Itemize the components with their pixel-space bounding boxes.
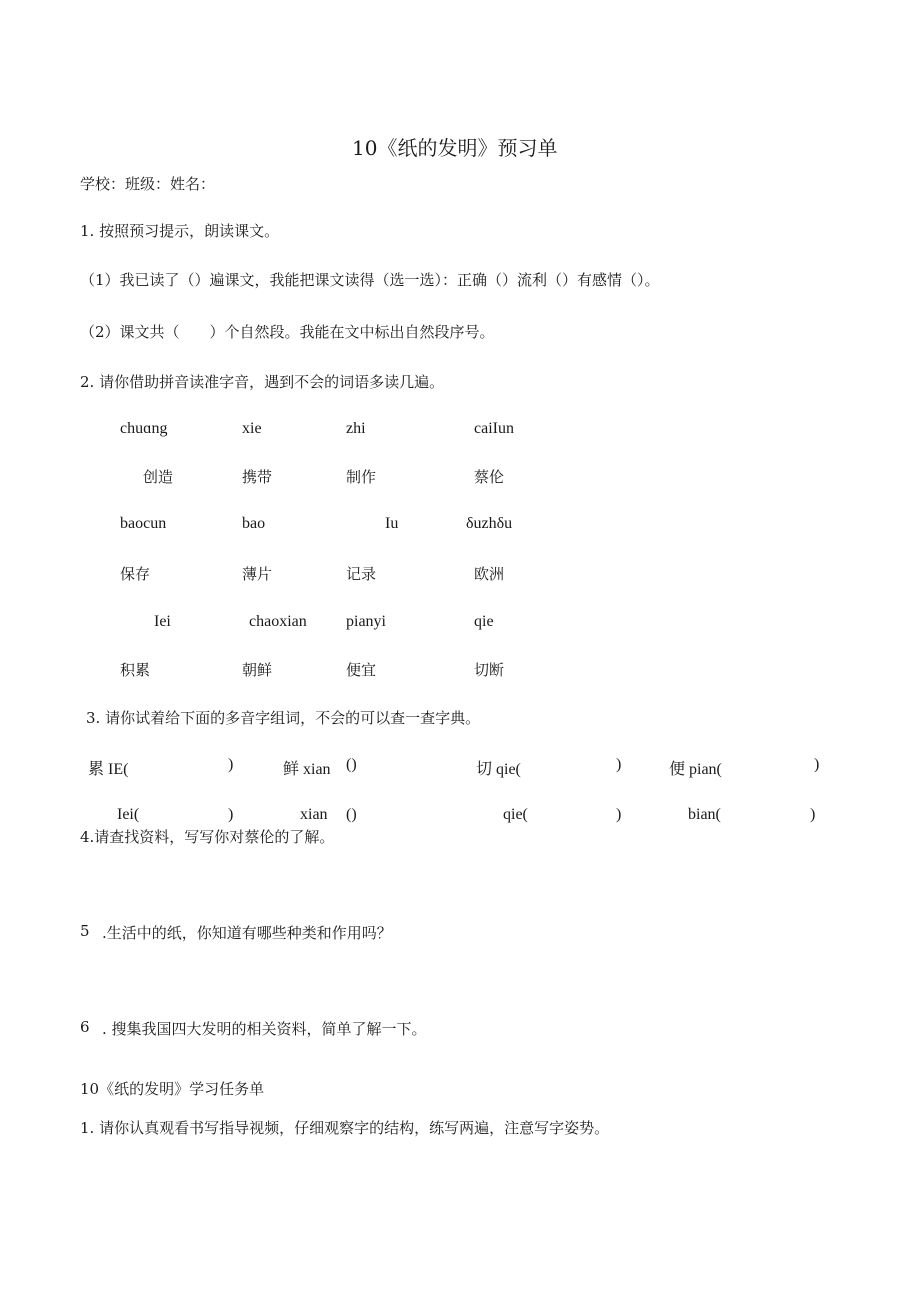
q3-heading: 3. 请你试着给下面的多音字组词，不会的可以查一查字典。 bbox=[86, 709, 481, 727]
vocab-word: 蔡伦 bbox=[474, 468, 505, 486]
school-class-name-line: 学校：班级：姓名： bbox=[80, 175, 216, 193]
pinyin-label: zhi bbox=[346, 420, 366, 437]
page-title: 10《纸的发明》预习单 bbox=[352, 136, 558, 160]
polyphone-prompt: 鲜 xian bbox=[283, 761, 331, 778]
vocab-word: 薄片 bbox=[242, 565, 273, 583]
vocab-word: 欧洲 bbox=[474, 565, 505, 583]
vocab-word: 创造 bbox=[143, 468, 174, 486]
blank-close: ) bbox=[814, 756, 820, 773]
vocab-word: 记录 bbox=[346, 565, 377, 583]
q1-item2: （2）课文共（ ）个自然段。我能在文中标出自然段序号。 bbox=[80, 323, 495, 341]
pinyin-label: bao bbox=[242, 515, 266, 532]
vocab-word: 携带 bbox=[242, 468, 273, 486]
q1-item1: （1）我已读了（）遍课文，我能把课文读得（选一选）：正确（）流利（）有感情（）。 bbox=[80, 271, 660, 289]
vocab-word: 保存 bbox=[120, 565, 151, 583]
pinyin-label: Iu bbox=[385, 515, 399, 532]
polyphone-prompt: 累 IE( bbox=[88, 761, 129, 778]
blank-close: ) bbox=[228, 756, 234, 773]
blank-parens: () bbox=[346, 806, 357, 823]
blank-parens: () bbox=[346, 756, 357, 773]
vocab-word: 朝鲜 bbox=[242, 661, 273, 679]
q6-text: . 搜集我国四大发明的相关资料，简单了解一下。 bbox=[102, 1020, 427, 1038]
polyphone-prompt: xian bbox=[300, 806, 328, 823]
pinyin-label: δuzhδu bbox=[466, 515, 513, 532]
q5-text: .生活中的纸，你知道有哪些种类和作用吗？ bbox=[102, 924, 392, 942]
q2-heading: 2. 请你借助拼音读准字音，遇到不会的词语多读几遍。 bbox=[80, 373, 445, 391]
vocab-word: 切断 bbox=[474, 661, 505, 679]
task-item-1: 1. 请你认真观看书写指导视频，仔细观察字的结构，练写两遍，注意写字姿势。 bbox=[80, 1119, 610, 1137]
vocab-word: 便宜 bbox=[346, 661, 377, 679]
pinyin-label: caiIun bbox=[474, 420, 514, 437]
polyphone-prompt: bian( bbox=[688, 806, 721, 823]
blank-close: ) bbox=[228, 806, 234, 823]
blank-close: ) bbox=[616, 806, 622, 823]
pinyin-label: pianyi bbox=[346, 613, 386, 630]
pinyin-label: chuɑng bbox=[120, 420, 168, 437]
pinyin-label: baocun bbox=[120, 515, 167, 532]
pinyin-label: Iei bbox=[154, 613, 171, 630]
polyphone-prompt: Iei( bbox=[117, 806, 140, 823]
q5-number: 5 bbox=[80, 922, 90, 940]
pinyin-label: xie bbox=[242, 420, 262, 437]
polyphone-prompt: 便 pian( bbox=[669, 761, 722, 778]
pinyin-label: chaoxian bbox=[249, 613, 307, 630]
polyphone-prompt: 切 qie( bbox=[476, 761, 521, 778]
q4-text: 4.请查找资料，写写你对蔡伦的了解。 bbox=[80, 828, 335, 846]
task-sheet-title: 10《纸的发明》学习任务单 bbox=[80, 1080, 265, 1098]
pinyin-label: qie bbox=[474, 613, 494, 630]
q1-heading: 1. 按照预习提示，朗读课文。 bbox=[80, 222, 280, 240]
polyphone-prompt: qie( bbox=[503, 806, 528, 823]
vocab-word: 制作 bbox=[346, 468, 377, 486]
blank-close: ) bbox=[616, 756, 622, 773]
blank-close: ) bbox=[810, 806, 816, 823]
q6-number: 6 bbox=[80, 1018, 90, 1036]
vocab-word: 积累 bbox=[120, 661, 151, 679]
